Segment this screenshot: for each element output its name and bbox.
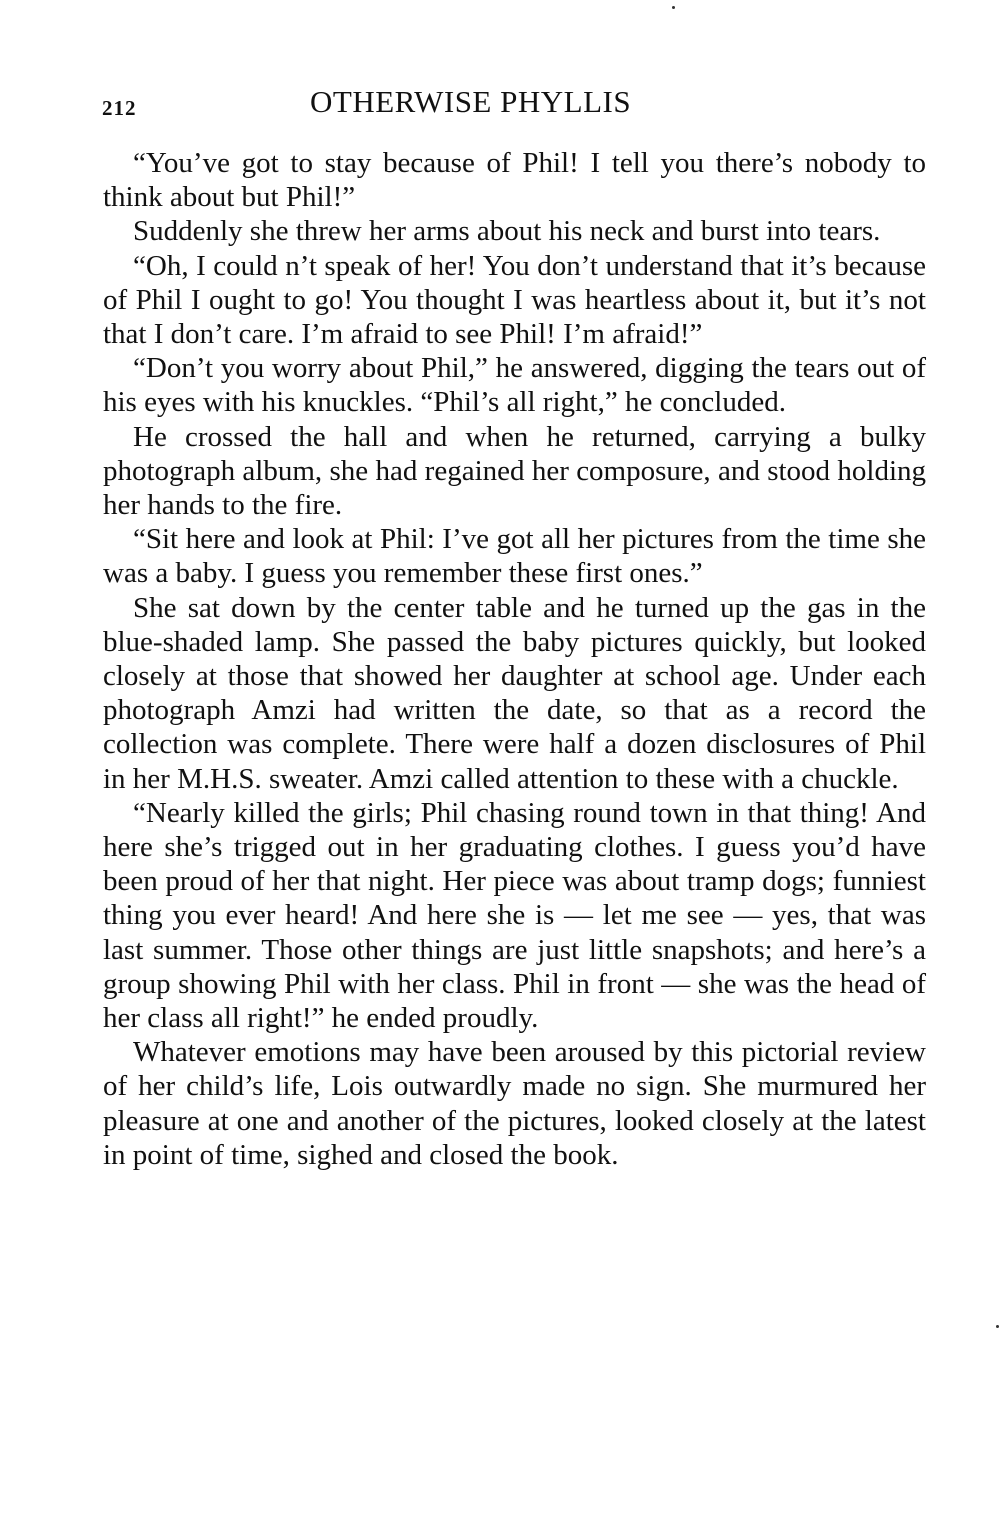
paragraph: Whatever emotions may have been aroused by this pictorial review of her child’s life, Lois outwardly made no sign. She murmured her pleasure at one and another of the pictures, looked closely at the latest in point of time, sighed and closed the book.: [103, 1036, 926, 1171]
paper-speck: [996, 1325, 999, 1328]
paragraph: She sat down by the center table and he turned up the gas in the blue-shaded lamp. She passed the baby pictures quickly, but looked closely at those that showed her daughter at school age. Under each photograph Amzi had written the date, so that as a record the collection was complete. There were half a dozen disclosures of Phil in her M.H.S. sweater. Amzi called attention to these with a chuckle.: [103, 591, 926, 795]
paper-speck: [672, 6, 675, 9]
running-title: OTHERWISE PHYLLIS: [310, 84, 632, 119]
paragraph: “Sit here and look at Phil: I’ve got all her pictures from the time she was a baby. I guess you remember these first ones.”: [103, 523, 926, 590]
page-number: 212: [102, 96, 137, 120]
paragraph: “Don’t you worry about Phil,” he answered, digging the tears out of his eyes with his knuckles. “Phil’s all right,” he concluded.: [103, 352, 926, 419]
paragraph: He crossed the hall and when he returned, carrying a bulky photograph album, she had regained her composure, and stood holding her hands to the fire.: [103, 420, 926, 522]
page-header: [100, 84, 930, 130]
paragraph: Suddenly she threw her arms about his neck and burst into tears.: [133, 215, 881, 248]
paragraph: “You’ve got to stay because of Phil! I tell you there’s nobody to think about but Phil!”: [103, 147, 926, 214]
paragraph: “Oh, I could n’t speak of her! You don’t understand that it’s because of Phil I ought to go! You thought I was heartless about it, but it’s not that I don’t care. I’m afraid to see Phil! I’m afraid!”: [103, 249, 926, 351]
paragraph: “Nearly killed the girls; Phil chasing round town in that thing! And here she’s trigged out in her graduating clothes. I guess you’d have been proud of her that night. Her piece was about tramp dogs; funniest thing you ever heard! And here she is — let me see — yes, that was last summer. Those other things are just little snapshots; and here’s a group showing Phil with her class. Phil in front — she was the head of her class all right!” he ended proudly.: [103, 796, 926, 1035]
body-text: [103, 146, 926, 1172]
